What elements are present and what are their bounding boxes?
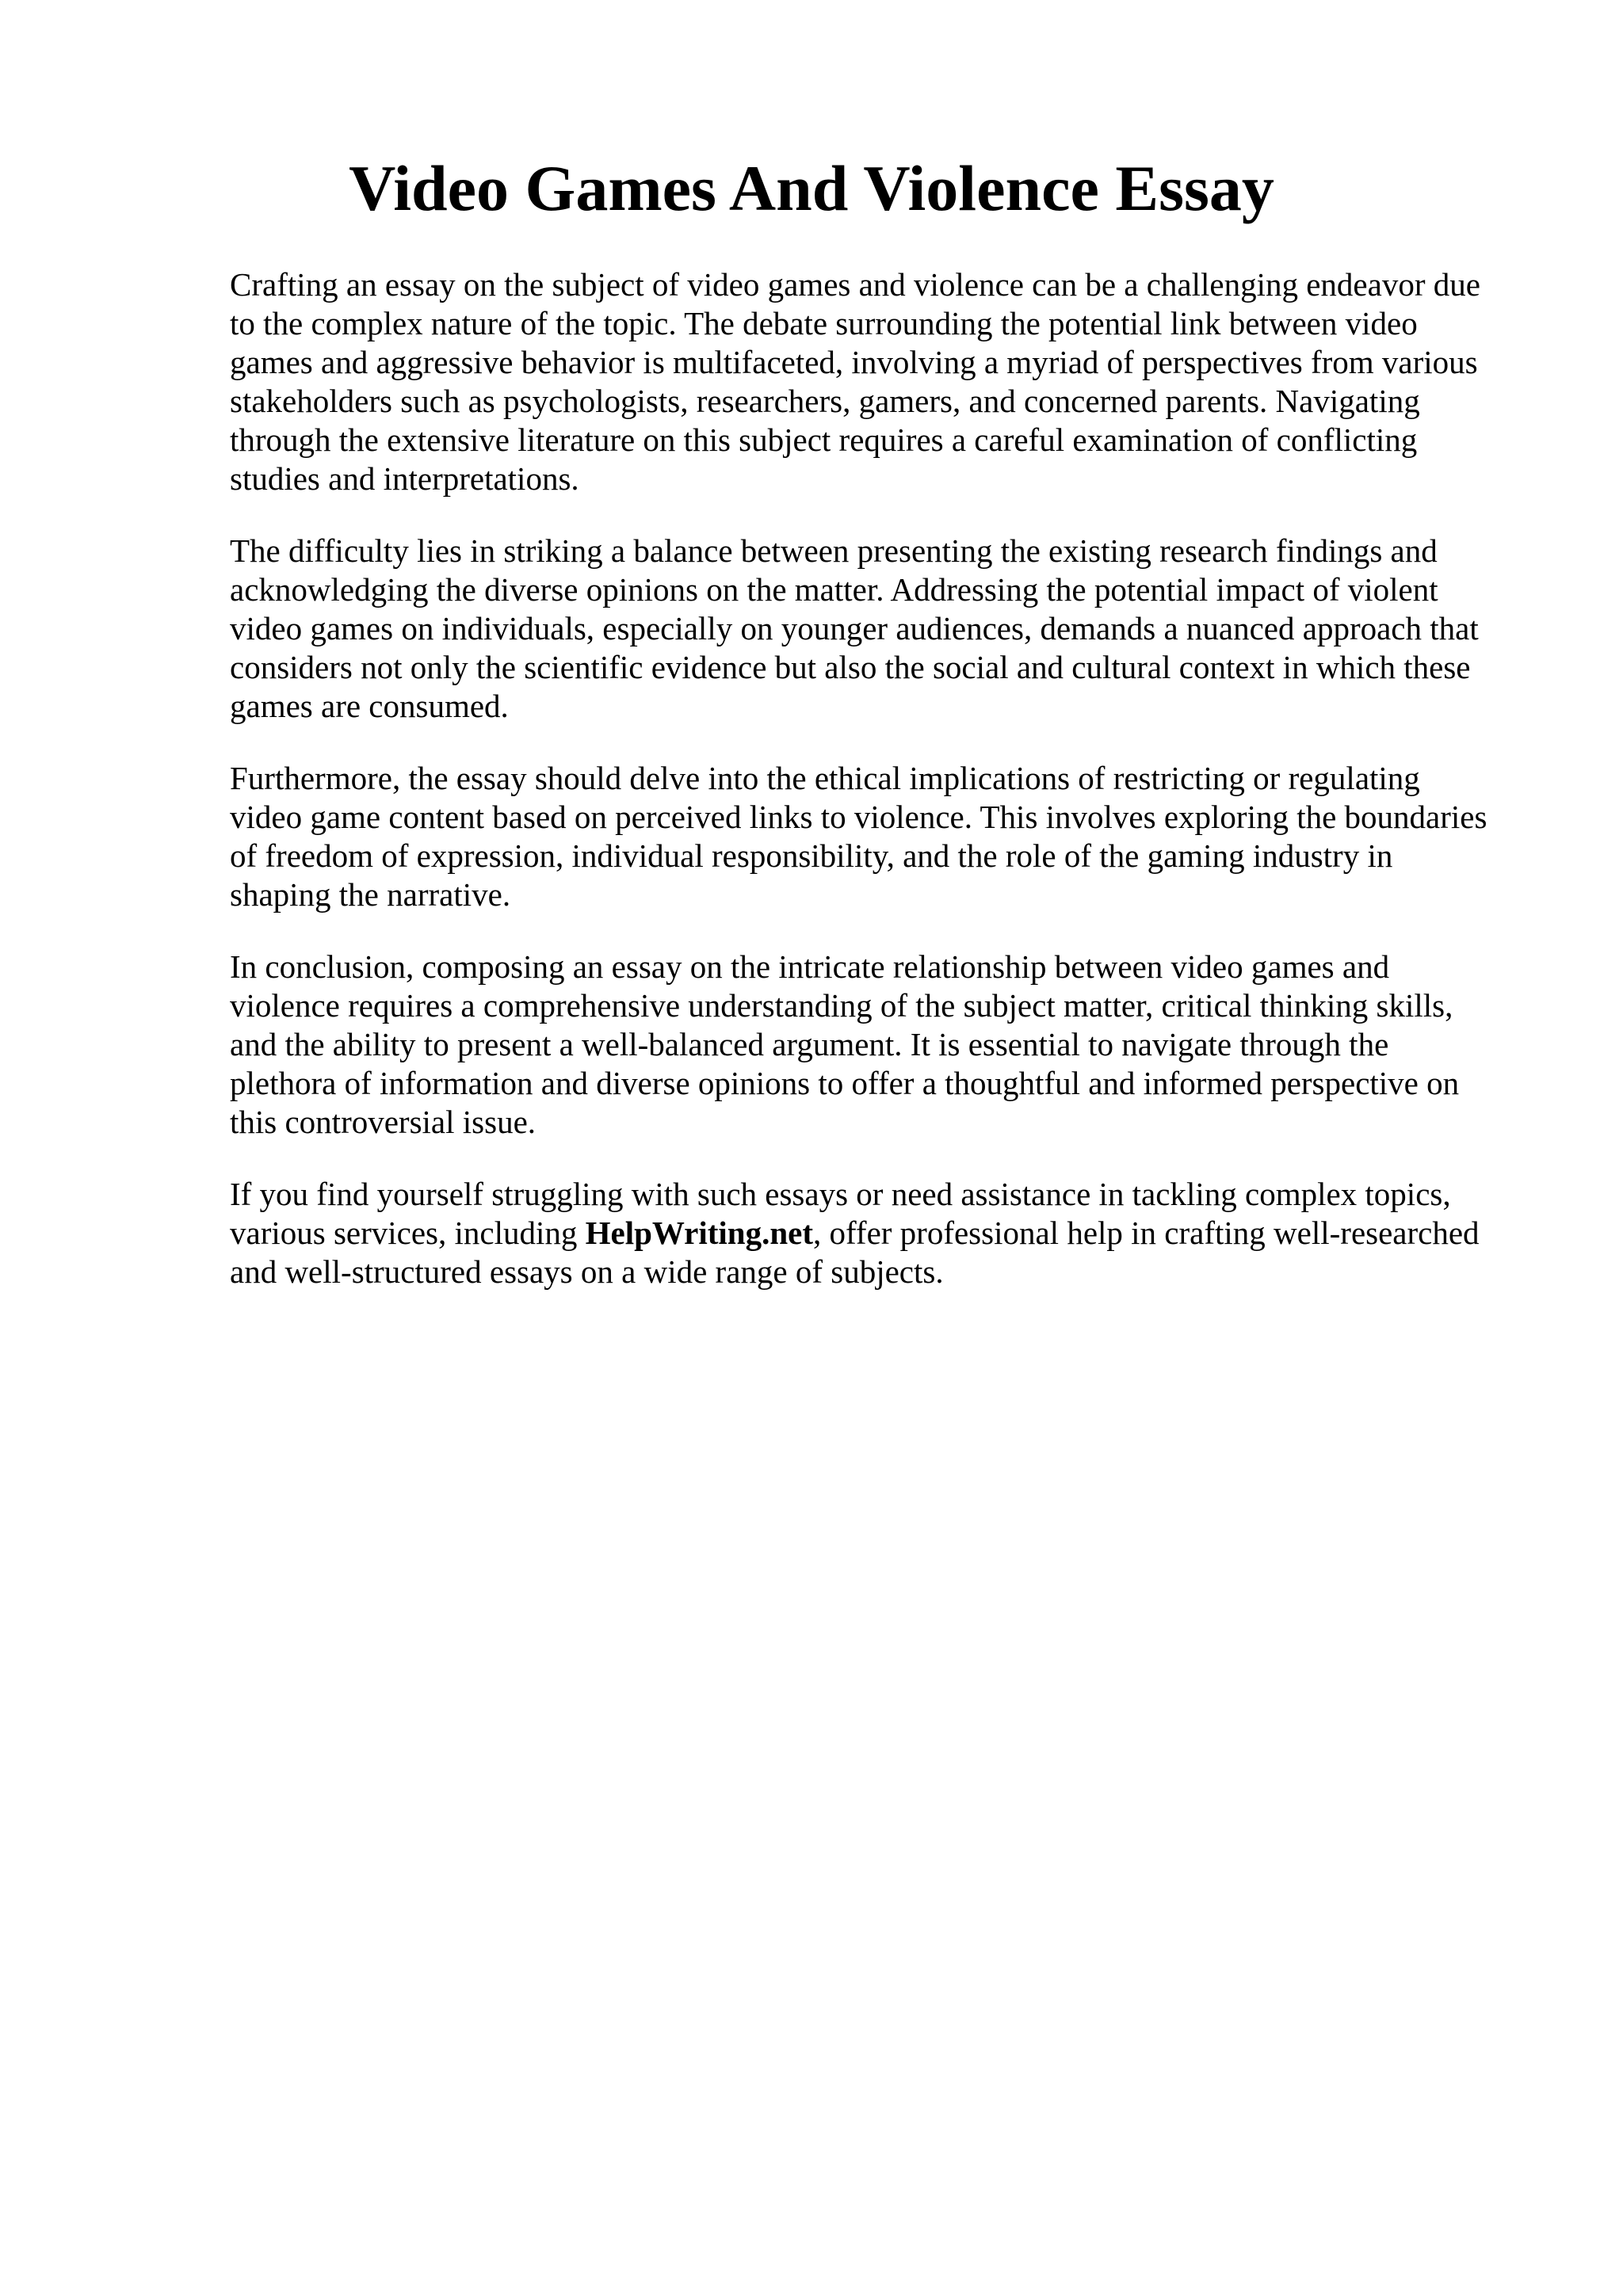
essay-body xyxy=(230,265,1498,1325)
paragraph-line: plethora of information and diverse opinions to offer a thoughtful and informed perspective on xyxy=(230,1065,1460,1101)
page-title: Video Games And Violence Essay xyxy=(349,152,1274,224)
paragraph-line: considers not only the scientific evidence but also the social and cultural context in which these xyxy=(230,649,1471,685)
paragraph-line: games and aggressive behavior is multifaceted, involving a myriad of perspectives from various xyxy=(230,344,1478,380)
paragraph-1 xyxy=(230,265,1498,498)
paragraph-line: to the complex nature of the topic. The debate surrounding the potential link between video xyxy=(230,305,1418,341)
paragraph-line: this controversial issue. xyxy=(230,1104,537,1140)
paragraph-line: of freedom of expression, individual responsibility, and the role of the gaming industry in xyxy=(230,837,1393,874)
paragraph-line: shaping the narrative. xyxy=(230,876,511,913)
paragraph-line: through the extensive literature on this subject requires a careful examination of conflicting xyxy=(230,421,1418,458)
paragraph-line: and well-structured essays on a wide range of subjects. xyxy=(230,1253,944,1290)
paragraph-line: and the ability to present a well-balanced argument. It is essential to navigate through the xyxy=(230,1026,1389,1062)
paragraph-line: Crafting an essay on the subject of video games and violence can be a challenging endeavor due xyxy=(230,266,1480,303)
closing-paragraph xyxy=(230,1175,1498,1291)
paragraph-line: video games on individuals, especially on younger audiences, demands a nuanced approach that xyxy=(230,610,1479,646)
paragraph-line: Furthermore, the essay should delve into the ethical implications of restricting or regulating xyxy=(230,760,1420,796)
paragraph-line: If you find yourself struggling with such essays or need assistance in tackling complex topics, xyxy=(230,1176,1451,1212)
paragraph-line: violence requires a comprehensive understanding of the subject matter, critical thinking skills, xyxy=(230,987,1453,1024)
paragraph-line: stakeholders such as psychologists, researchers, gamers, and concerned parents. Navigating xyxy=(230,383,1420,419)
paragraph-line: The difficulty lies in striking a balance between presenting the existing research findings and xyxy=(230,532,1438,569)
paragraph-line: acknowledging the diverse opinions on the matter. Addressing the potential impact of violent xyxy=(230,571,1438,608)
closing-text-before-brand: various services, including xyxy=(230,1215,586,1251)
paragraph-line xyxy=(230,1214,1498,1253)
paragraph-line: studies and interpretations. xyxy=(230,460,579,497)
paragraph-2 xyxy=(230,532,1498,726)
closing-text-after-brand: , offer professional help in crafting well-researched xyxy=(813,1215,1480,1251)
paragraph-line: In conclusion, composing an essay on the intricate relationship between video games and xyxy=(230,948,1390,985)
paragraph-3 xyxy=(230,759,1498,914)
brand-link[interactable]: HelpWriting.net xyxy=(585,1215,814,1251)
paragraph-line: video game content based on perceived links to violence. This involves exploring the boundaries xyxy=(230,799,1487,835)
paragraph-4 xyxy=(230,948,1498,1142)
paragraph-line: games are consumed. xyxy=(230,688,509,724)
